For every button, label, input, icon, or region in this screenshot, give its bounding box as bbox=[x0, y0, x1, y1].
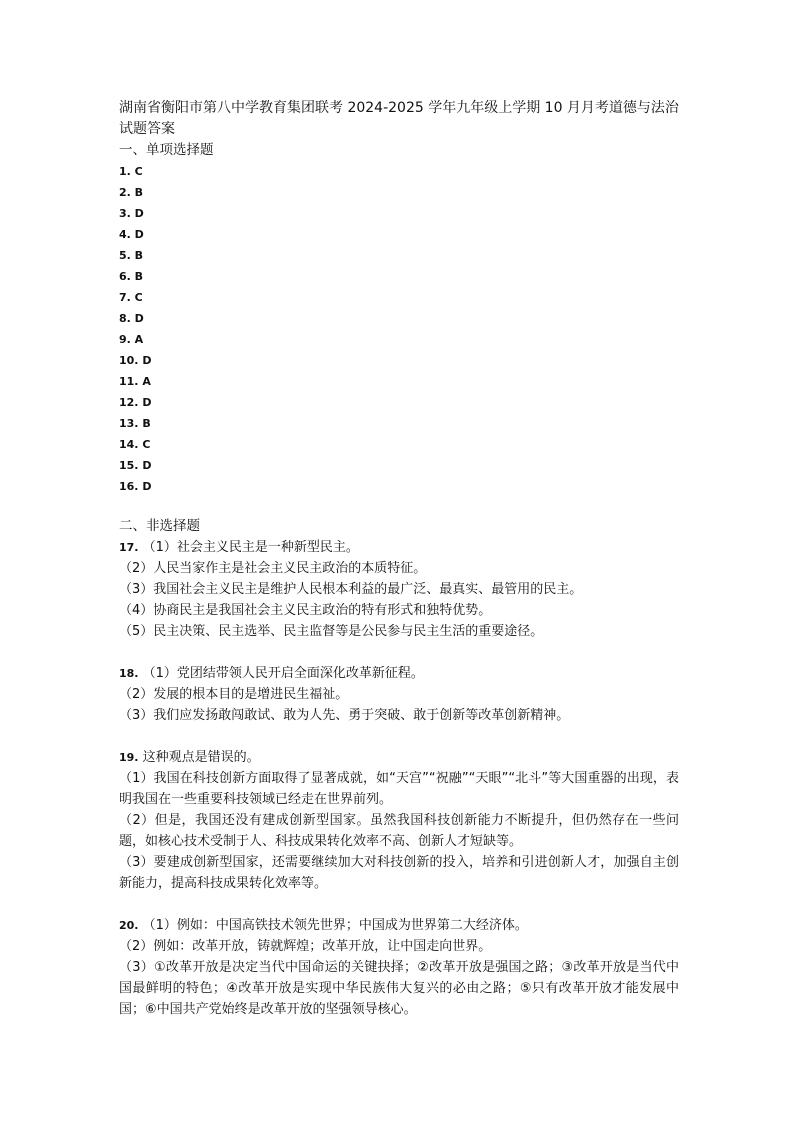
answer-item: 1. C bbox=[119, 165, 143, 178]
answer-paragraph: （3）要建成创新型国家，还需要继续加大对科技创新的投入，培养和引进创新人才，加强自主创新能力，提高科技成果转化效率等。 bbox=[119, 855, 679, 891]
answer-paragraph: （2）但是，我国还没有建成创新型国家。虽然我国科技创新能力不断提升，但仍然存在一些问题，如核心技术受制于人、科技成果转化效率不高、创新人才短缺等。 bbox=[119, 813, 679, 849]
answer-line: （3）我们应发扬敢闯敢试、敢为人先、勇于突破、敢于创新等改革创新精神。 bbox=[119, 708, 570, 723]
answer-item: 15. D bbox=[119, 459, 152, 472]
answer-item: 13. B bbox=[119, 417, 151, 430]
answer-item: 14. C bbox=[119, 438, 151, 451]
question-20 bbox=[119, 915, 679, 1020]
answer-item: 10. D bbox=[119, 354, 152, 367]
answer-item: 5. B bbox=[119, 249, 144, 262]
answer-list bbox=[119, 161, 679, 497]
answer-line: （1）社会主义民主是一种新型民主。 bbox=[142, 540, 359, 555]
section-heading-choice: 一、单项选择题 bbox=[119, 142, 214, 158]
answer-item: 7. C bbox=[119, 291, 143, 304]
answer-line: （2）人民当家作主是社会主义民主政治的本质特征。 bbox=[119, 561, 427, 576]
answer-item: 9. A bbox=[119, 333, 144, 346]
answer-line: （3）我国社会主义民主是维护人民根本利益的最广泛、最真实、最管用的民主。 bbox=[119, 582, 583, 597]
answer-item: 6. B bbox=[119, 270, 144, 283]
question-17 bbox=[119, 537, 679, 642]
answer-item: 3. D bbox=[119, 207, 144, 220]
answer-item: 12. D bbox=[119, 396, 152, 409]
answer-line: （2）发展的根本目的是增进民生福祉。 bbox=[119, 687, 349, 702]
document-page bbox=[119, 98, 679, 1020]
question-number: 17. bbox=[119, 541, 139, 554]
answer-line: （4）协商民主是我国社会主义民主政治的特有形式和独特优势。 bbox=[119, 603, 492, 618]
question-number: 20. bbox=[119, 919, 139, 932]
answer-item: 16. D bbox=[119, 480, 152, 493]
answer-item: 11. A bbox=[119, 375, 151, 388]
answer-item: 8. D bbox=[119, 312, 144, 325]
answer-item: 2. B bbox=[119, 186, 144, 199]
answer-line: （1）党团结带领人民开启全面深化改革新征程。 bbox=[142, 666, 424, 681]
document-title: 湖南省衡阳市第八中学教育集团联考 2024-2025 学年九年级上学期 10 月月考道德与法治试题答案 bbox=[119, 100, 679, 137]
question-number: 18. bbox=[119, 667, 139, 680]
question-number: 19. bbox=[119, 751, 139, 764]
answer-line: （1）例如：中国高铁技术领先世界；中国成为世界第二大经济体。 bbox=[142, 918, 528, 933]
question-19 bbox=[119, 747, 679, 894]
section-heading-nonchoice: 二、非选择题 bbox=[119, 518, 200, 534]
answer-line: （2）例如：改革开放，铸就辉煌；改革开放，让中国走向世界。 bbox=[119, 939, 492, 954]
answer-item: 4. D bbox=[119, 228, 144, 241]
answer-paragraph: （3）①改革开放是决定当代中国命运的关键抉择；②改革开放是强国之路；③改革开放是当代中国最鲜明的特色；④改革开放是实现中华民族伟大复兴的必由之路；⑤只有改革开放才能发展中国；⑥中国共产党始终是改革开放的坚强领导核心。 bbox=[119, 960, 679, 1017]
answer-paragraph: （1）我国在科技创新方面取得了显著成就，如“天宫”“祝融”“天眼”“北斗”等大国重器的出现，表明我国在一些重要科技领域已经走在世界前列。 bbox=[119, 771, 679, 807]
question-18 bbox=[119, 663, 679, 726]
answer-line: 这种观点是错误的。 bbox=[142, 750, 260, 765]
answer-line: （5）民主决策、民主选举、民主监督等是公民参与民主生活的重要途径。 bbox=[119, 624, 544, 639]
